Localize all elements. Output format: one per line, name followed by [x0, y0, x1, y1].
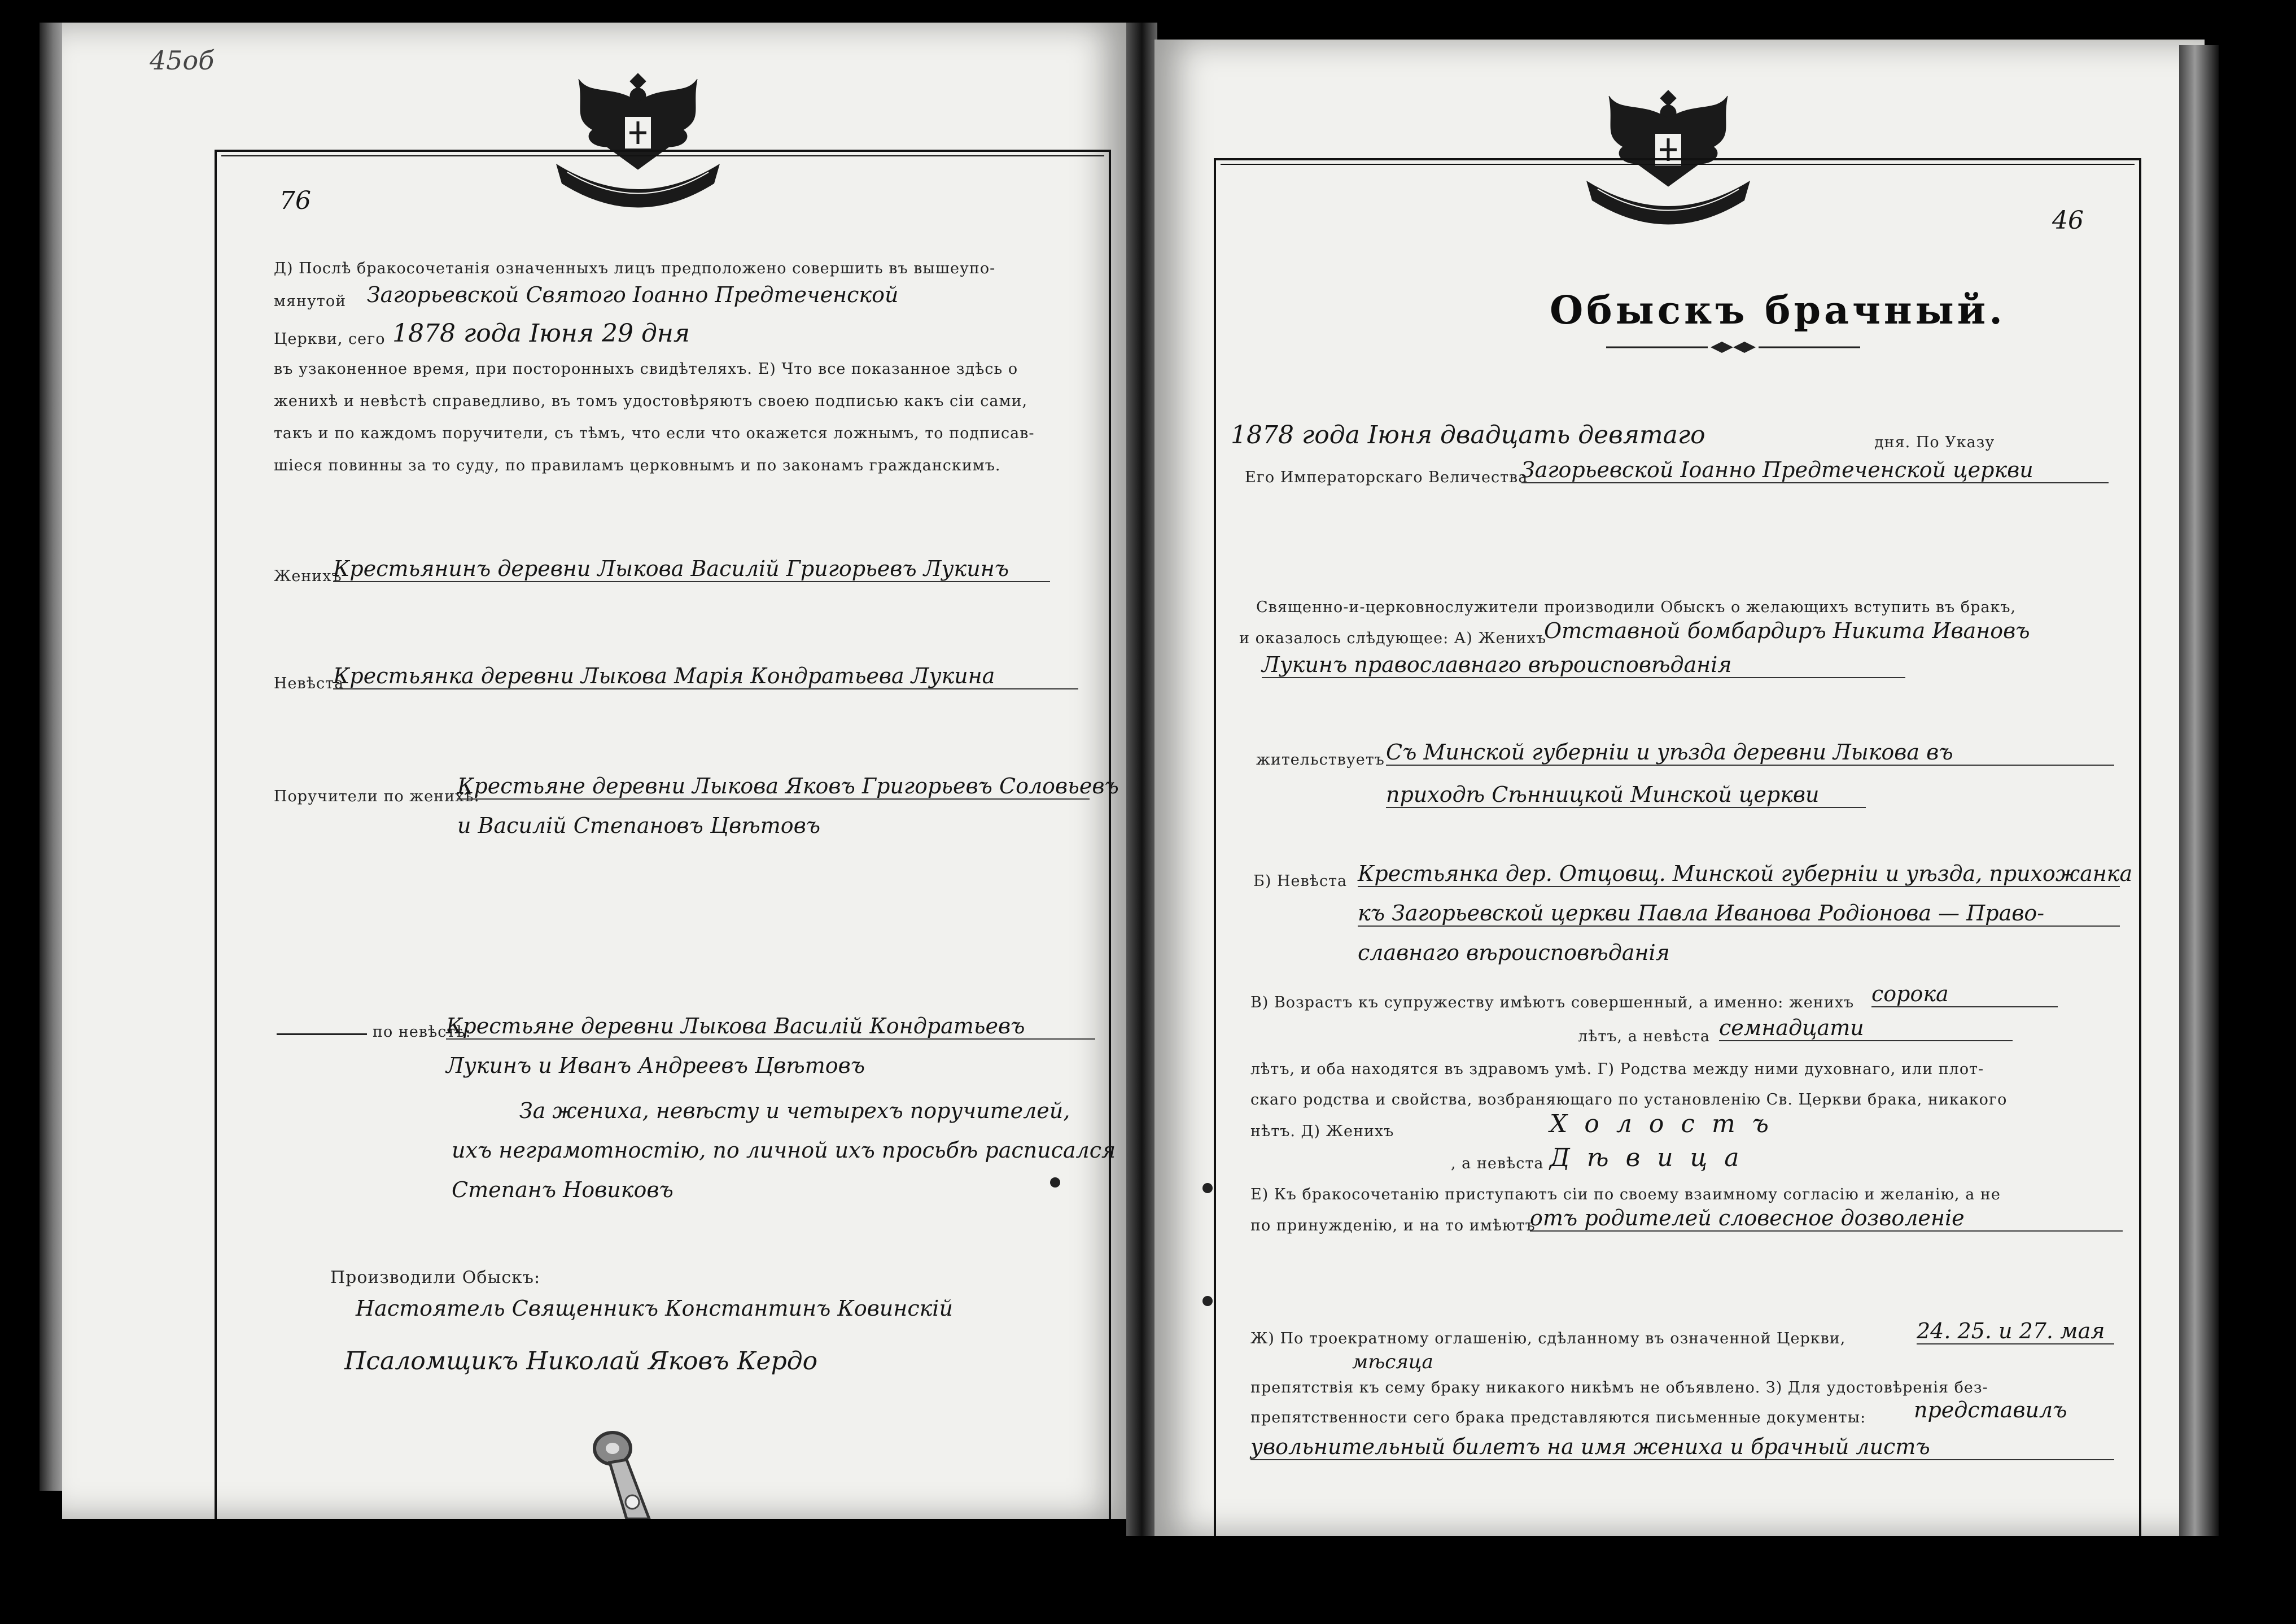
handwritten-church-name: Загорьевской Іоанно Предтеченской церкви: [1521, 457, 2109, 483]
printed-line: препятствія къ сему браку никакого никѣмъ не объявлено. З) Для удостовѣренія без-: [1250, 1379, 1988, 1396]
handwritten-bride: Крестьянка дер. Отцовщ. Минской губерніи и уѣзда, прихожанка: [1358, 861, 2133, 886]
page-number: 46: [2052, 206, 2084, 235]
handwritten-bride-status: Дѣвица: [1550, 1143, 1756, 1172]
margin-mark: 76: [279, 186, 311, 215]
groom-value: Крестьянинъ деревни Лыкова Василій Григорьевъ Лукинъ: [333, 556, 1050, 582]
printed-line: мянутой: [274, 293, 347, 310]
binding-hole: [1202, 1296, 1213, 1306]
printed-line: въ узаконенное время, при посторонныхъ свидѣтеляхъ. Е) Что все показанное здѣсь о: [274, 360, 1018, 378]
residence-label: жительствуетъ: [1256, 751, 1385, 769]
handwritten-residence: приходѣ Сѣнницкой Минской церкви: [1386, 782, 1866, 808]
handwritten-bride-age: семнадцати: [1719, 1015, 2013, 1041]
printed-line: такъ и по каждомъ поручители, съ тѣмъ, что если что окажется ложнымъ, то подписав-: [274, 425, 1035, 442]
handwritten-documents: представилъ: [1914, 1398, 2067, 1422]
printed-line: скаго родства и свойства, возбраняющаго по установленію Св. Церкви брака, никакого: [1250, 1091, 2008, 1108]
document-title: Обыскъ брачный.: [1550, 288, 2006, 333]
printed-line: , а невѣста: [1451, 1155, 1544, 1172]
guarantors-bride-value: Крестьяне деревни Лыкова Василій Кондратьевъ: [446, 1014, 1095, 1040]
handwritten-date: 1878 года Іюня 29 дня: [392, 319, 690, 348]
printed-line: лѣтъ, и оба находятся въ здравомъ умѣ. Г) Родства между ними духовнаго, или плот-: [1250, 1060, 1984, 1078]
printed-line: женихѣ и невѣстѣ справедливо, въ томъ удостовѣряютъ своею подписью какъ сіи сами,: [274, 392, 1028, 410]
illiterate-note: ихъ неграмотностію, по личной ихъ просьбѣ расписался: [452, 1138, 1116, 1163]
guarantors-bride-value: Лукинъ и Иванъ Андреевъ Цвѣтовъ: [446, 1053, 865, 1078]
title-ornament: [1606, 339, 1860, 356]
right-page-edge: [2179, 45, 2219, 1536]
dash-rule: [277, 1033, 367, 1035]
handwritten-groom: Отставной бомбардиръ Никита Ивановъ: [1544, 618, 2030, 643]
guarantors-groom-label: Поручители по женихѣ:: [274, 788, 480, 805]
printed-line: Ж) По троекратному оглашенію, сдѣланному въ означенной Церкви,: [1250, 1330, 1846, 1347]
printed-line: Церкви, сего: [274, 330, 386, 348]
printed-line: лѣтъ, а невѣста: [1578, 1028, 1711, 1045]
page-gutter: [1126, 23, 1157, 1536]
printed-line: Священно-и-церковнослужители производили Обыскъ о желающихъ вступить въ бракъ,: [1256, 599, 2017, 616]
handwritten-groom-age: сорока: [1871, 981, 2058, 1007]
printed-line: Его Императорскаго Величества: [1245, 469, 1528, 486]
printed-line: нѣтъ. Д) Женихъ: [1250, 1123, 1394, 1140]
handwritten-groom-status: Холостъ: [1550, 1110, 1786, 1138]
handwritten-residence: Съ Минской губерніи и уѣзда деревни Лыкова въ: [1386, 740, 2114, 766]
printed-line: по принужденію, и на то имѣютъ: [1250, 1217, 1536, 1234]
left-page: [62, 23, 1129, 1519]
right-page: [1154, 40, 2205, 1536]
printed-line: дня. По Указу: [1874, 434, 1995, 451]
binding-hole: [1050, 1177, 1060, 1188]
bride-label: Невѣста: [274, 675, 344, 692]
bride-value: Крестьянка деревни Лыкова Марія Кондратьева Лукина: [333, 663, 1078, 689]
printed-line: Е) Къ бракосочетанію приступаютъ сіи по своему взаимному согласію и желанію, а не: [1250, 1186, 2001, 1203]
groom-label: Женихъ: [274, 567, 342, 585]
handwritten-bride: славнаго вѣроисповѣданія: [1358, 940, 1670, 965]
guarantors-groom-value: Крестьяне деревни Лыкова Яковъ Григорьевъ Соловьевъ: [457, 774, 1119, 798]
handwritten-date: 1878 года Іюня двадцать девятаго: [1231, 421, 1705, 449]
illiterate-signature: Степанъ Новиковъ: [452, 1177, 674, 1202]
illiterate-note: За жениха, невѣсту и четырехъ поручителей,: [519, 1098, 1070, 1123]
handwritten-documents: увольнительный билетъ на имя жениха и брачный листъ: [1250, 1434, 2114, 1460]
bride-label: Б) Невѣста: [1253, 872, 1348, 890]
paper-clip-icon: [587, 1429, 689, 1519]
handwritten-bride: къ Загорьевской церкви Павла Иванова Родіонова — Право-: [1358, 901, 2120, 927]
printed-line: шіеся повинны за то суду, по правиламъ церковнымъ и по законамъ гражданскимъ.: [274, 457, 1001, 474]
signature: Настоятель Священникъ Константинъ Ковинскій: [356, 1296, 953, 1321]
handwritten-banns-month: мѣсяца: [1352, 1351, 1433, 1373]
binding-hole: [1202, 1183, 1213, 1193]
signature: Псаломщикъ Николай Яковъ Кердо: [344, 1347, 818, 1376]
conducted-label: Производили Обыскъ:: [330, 1268, 541, 1287]
handwritten-church-name: Загорьевской Святого Іоанно Предтеченской: [367, 282, 899, 307]
printed-line: В) Возрастъ къ супружеству имѣютъ совершенный, а именно: женихъ: [1250, 994, 1855, 1011]
page-corner-number: 45об: [150, 45, 215, 76]
guarantors-bride-label: по невѣстѣ:: [373, 1023, 471, 1041]
handwritten-banns-dates: 24. 25. и 27. мая: [1917, 1319, 2114, 1344]
handwritten-groom: Лукинъ православнаго вѣроисповѣданія: [1262, 652, 1905, 678]
printed-line: Д) Послѣ бракосочетанія означенныхъ лицъ предположено совершить въ вышеупо-: [274, 260, 996, 277]
printed-line: и оказалось слѣдующее: А) Женихъ: [1239, 630, 1547, 647]
handwritten-consent: отъ родителей словесное дозволеніе: [1530, 1206, 2123, 1232]
printed-line: препятственности сего брака представляются письменные документы:: [1250, 1409, 1866, 1426]
guarantors-groom-value: и Василій Степановъ Цвѣтовъ: [457, 813, 821, 838]
